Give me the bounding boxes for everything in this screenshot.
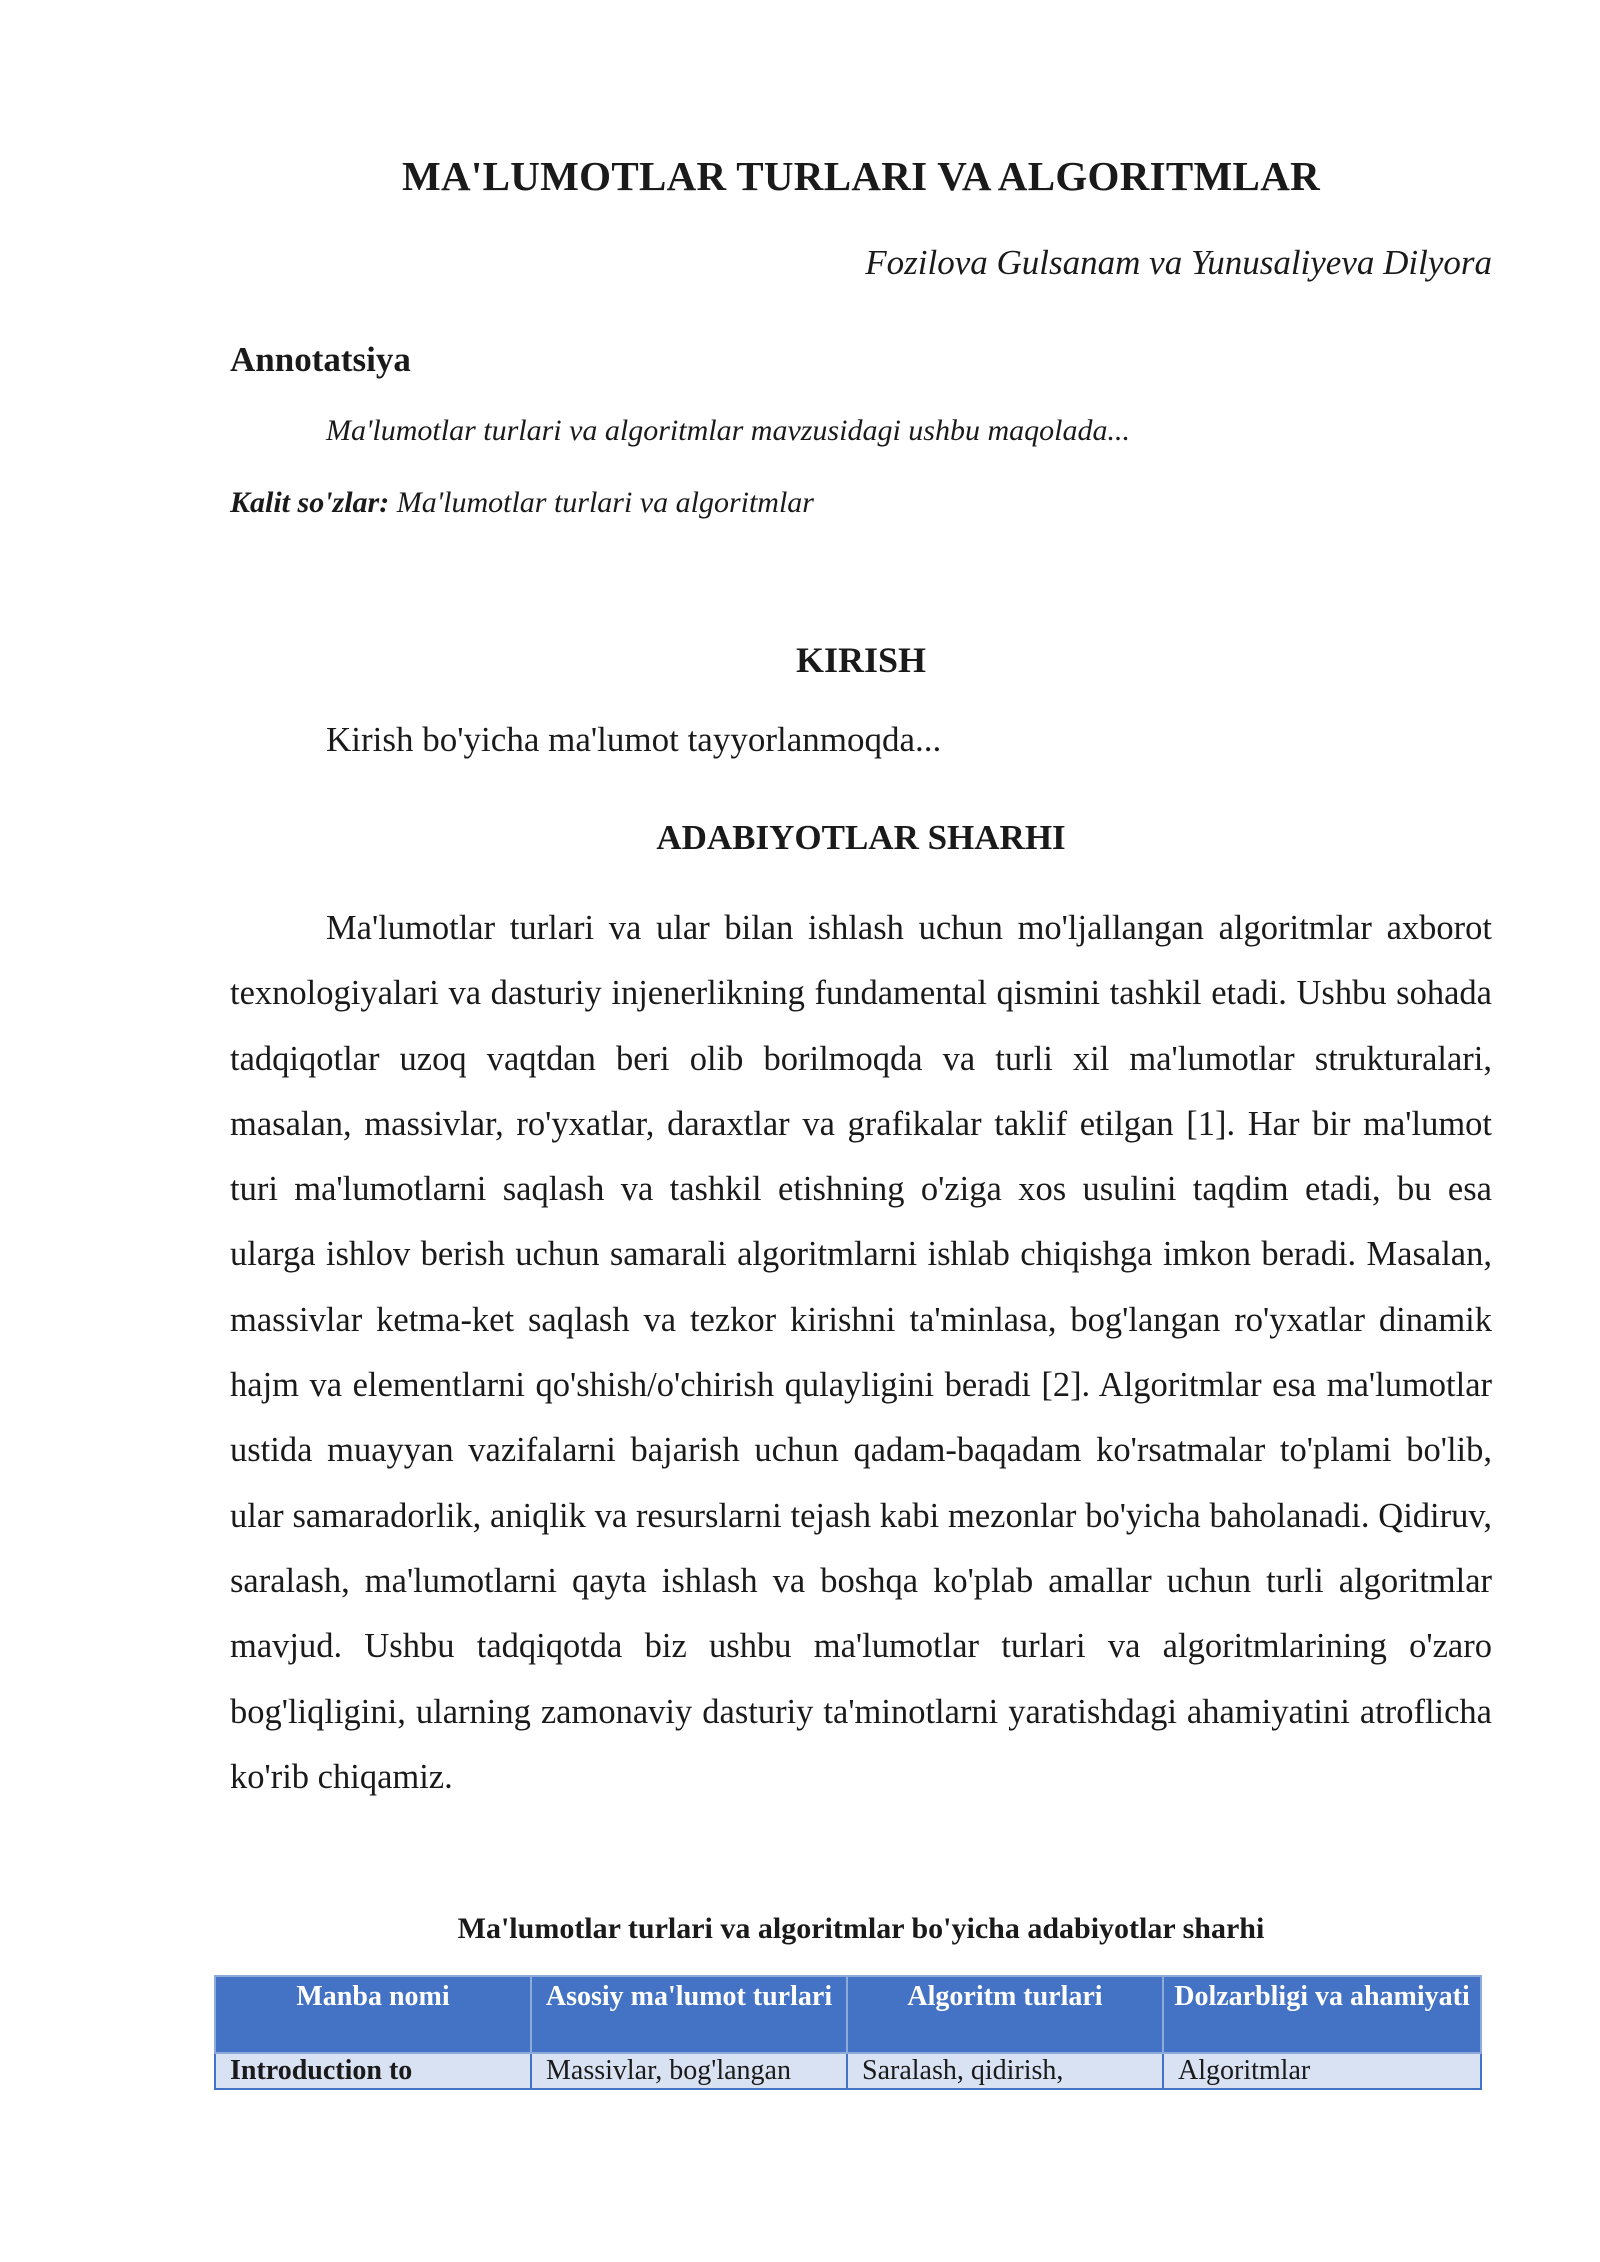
section-heading-adabiyotlar: ADABIYOTLAR SHARHI bbox=[656, 818, 1066, 857]
table-cell: Introduction to bbox=[215, 2053, 531, 2089]
table-caption: Ma'lumotlar turlari va algoritmlar bo'yicha adabiyotlar sharhi bbox=[457, 1912, 1265, 1945]
table-header-cell: Dolzarbligi va ahamiyati bbox=[1163, 1976, 1481, 2053]
table-header-cell: Algoritm turlari bbox=[847, 1976, 1163, 2053]
literature-table bbox=[214, 1975, 1482, 2090]
table-header-row bbox=[215, 1976, 1481, 2053]
authors-line: Fozilova Gulsanam va Yunusaliyeva Dilyora bbox=[865, 243, 1492, 282]
keywords-label: Kalit so'zlar: bbox=[230, 486, 390, 519]
adabiyotlar-paragraph: Ma'lumotlar turlari va ular bilan ishlash uchun mo'ljallangan algoritmlar axborot texnologiyalari va dasturiy injenerlikning fundamental qismini tashkil etadi. Ushbu sohada tadqiqotlar uzoq vaqtdan beri olib borilmoqda va turli xil ma'lumotlar strukturalari, masalan, massivlar, ro'yxatlar, daraxtlar va grafikalar taklif etilgan [1]. Har bir ma'lumot turi ma'lumotlarni saqlash va tashkil etishning o'ziga xos usulini taqdim etadi, bu esa ularga ishlov berish uchun samarali algoritmlarni ishlab chiqishga imkon beradi. Masalan, massivlar ketma-ket saqlash va tezkor kirishni ta'minlasa, bog'langan ro'yxatlar dinamik hajm va elementlarni qo'shish/o'chirish qulayligini beradi [2]. Algoritmlar esa ma'lumotlar ustida muayyan vazifalarni bajarish uchun qadam-baqadam ko'rsatmalar to'plami bo'lib, ular samaradorlik, aniqlik va resurslarni tejash kabi mezonlar bo'yicha baholanadi. Qidiruv, saralash, ma'lumotlarni qayta ishlash va boshqa ko'plab amallar uchun turli algoritmlar mavjud. Ushbu tadqiqotda biz ushbu ma'lumotlar turlari va algoritmlarining o'zaro bog'liqligini, ularning zamonaviy dasturiy ta'minotlarni yaratishdagi ahamiyatini atroflicha ko'rib chiqamiz. bbox=[230, 909, 1492, 1796]
keywords-line bbox=[230, 486, 814, 520]
table-header-cell: Manba nomi bbox=[215, 1976, 531, 2053]
table-cell: Algoritmlar bbox=[1163, 2053, 1481, 2089]
kirish-paragraph: Kirish bo'yicha ma'lumot tayyorlanmoqda... bbox=[326, 720, 942, 759]
keywords-text: Ma'lumotlar turlari va algoritmlar bbox=[389, 486, 814, 519]
document-title: MA'LUMOTLAR TURLARI VA ALGORITMLAR bbox=[401, 153, 1321, 199]
section-heading-kirish: KIRISH bbox=[795, 640, 927, 680]
table-cell: Massivlar, bog'langan bbox=[531, 2053, 847, 2089]
table-row bbox=[215, 2053, 1481, 2089]
annotation-text: Ma'lumotlar turlari va algoritmlar mavzusidagi ushbu maqolada... bbox=[326, 414, 1130, 447]
table-cell: Saralash, qidirish, bbox=[847, 2053, 1163, 2089]
table-header-cell: Asosiy ma'lumot turlari bbox=[531, 1976, 847, 2053]
annotation-heading: Annotatsiya bbox=[230, 340, 411, 379]
